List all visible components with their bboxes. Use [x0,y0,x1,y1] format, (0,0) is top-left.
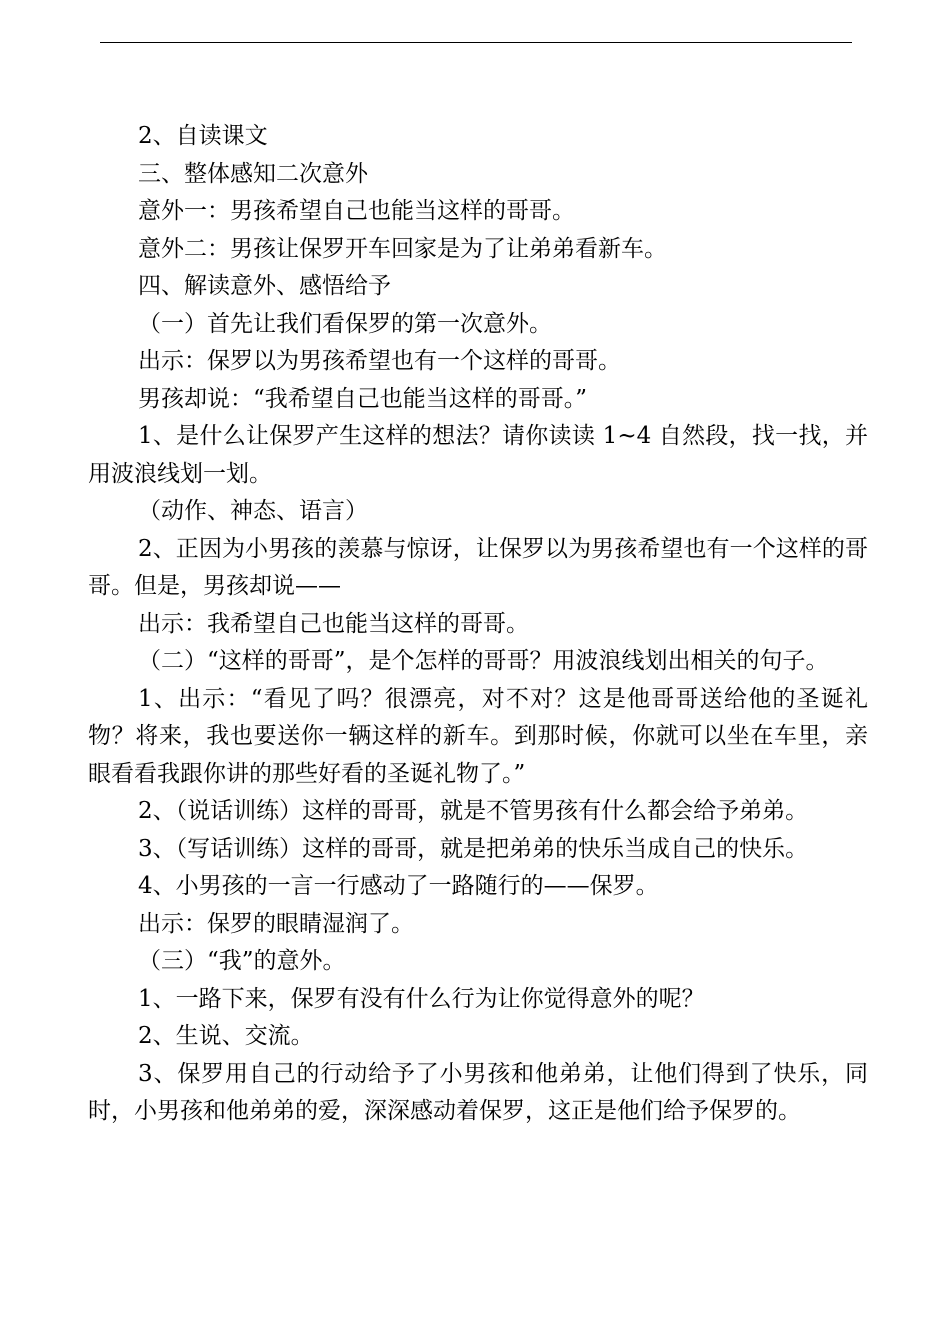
paragraph: 出示：我希望自己也能当这样的哥哥。 [138,610,529,637]
paragraph: 2、自读课文 [138,123,268,149]
paragraph: 2、正因为小男孩的羡慕与惊讶，让保罗以为男孩希望也有一个这样的哥哥。但是，男孩却说—— [88,535,868,599]
paragraph: 意外一：男孩希望自己也能当这样的哥哥。 [138,198,575,224]
paragraph: 1、是什么让保罗产生这样的想法？请你读读 1~4 自然段，找一找，并用波浪线划一划。 [88,423,868,487]
paragraph: 出示：保罗的眼睛湿润了。 [138,910,414,937]
paragraph: 4、小男孩的一言一行感动了一路随行的——保罗。 [138,873,659,899]
subsection-heading: （一）首先让我们看保罗的第一次意外。 [138,310,552,337]
paragraph: 3、保罗用自己的行动给予了小男孩和他弟弟，让他们得到了快乐，同时，小男孩和他弟弟的爱，深深感动着保罗，这正是他们给予保罗的。 [88,1060,868,1124]
header-rule [100,42,852,43]
paragraph: 出示：保罗以为男孩希望也有一个这样的哥哥。 [138,348,621,374]
paragraph: 2、生说、交流。 [138,1023,314,1049]
section-heading: 三、整体感知二次意外 [138,160,368,187]
paragraph: 1、出示：“看见了吗？很漂亮，对不对？这是他哥哥送给他的圣诞礼物？将来，我也要送你一辆这样的新车。到那时候，你就可以坐在车里，亲眼看看我跟你讲的那些好看的圣诞礼物了。” [88,685,868,787]
paragraph: （动作、神态、语言） [138,498,368,524]
document-body [88,118,868,1131]
paragraph: 2、（说话训练）这样的哥哥，就是不管男孩有什么都会给予弟弟。 [138,798,809,824]
section-heading: 四、解读意外、感悟给予 [138,273,391,299]
paragraph: 1、一路下来，保罗有没有什么行为让你觉得意外的呢？ [138,985,705,1012]
paragraph: 3、（写话训练）这样的哥哥，就是把弟弟的快乐当成自己的快乐。 [138,835,809,862]
subsection-heading: （二）“这样的哥哥”，是个怎样的哥哥？用波浪线划出相关的句子。 [138,648,829,674]
paragraph: 男孩却说：“我希望自己也能当这样的哥哥。” [138,385,588,412]
paragraph: 意外二：男孩让保罗开车回家是为了让弟弟看新车。 [138,235,667,262]
subsection-heading: （三）“我”的意外。 [138,948,346,974]
